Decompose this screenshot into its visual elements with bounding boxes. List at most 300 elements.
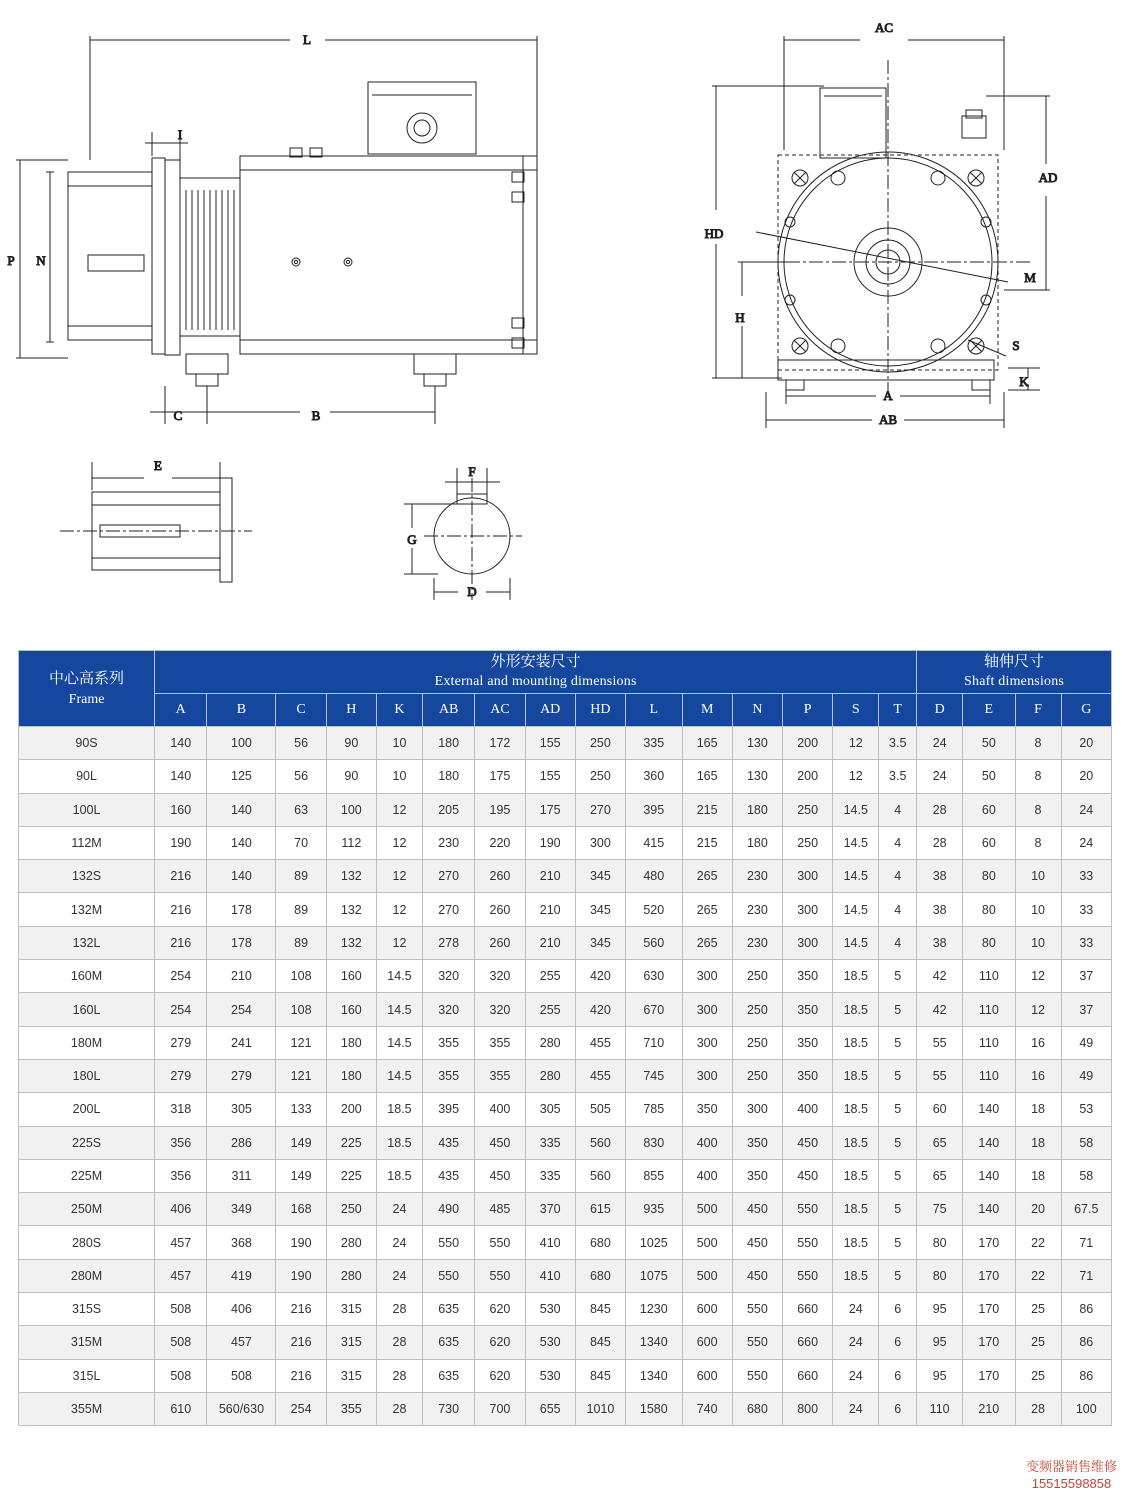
cell-D: 24 — [917, 760, 963, 793]
frame-cell: 315S — [19, 1293, 155, 1326]
cell-AC: 175 — [475, 760, 525, 793]
table-header-columns — [19, 694, 1112, 727]
cell-K: 12 — [376, 926, 422, 959]
cell-P: 350 — [783, 960, 833, 993]
cell-B: 279 — [207, 1059, 276, 1092]
cell-M: 265 — [682, 893, 732, 926]
cell-AD: 655 — [525, 1392, 575, 1425]
cell-K: 14.5 — [376, 1059, 422, 1092]
table-row — [19, 860, 1112, 893]
cell-L: 630 — [626, 960, 683, 993]
cell-G: 67.5 — [1061, 1193, 1111, 1226]
cell-D: 38 — [917, 926, 963, 959]
cell-M: 215 — [682, 793, 732, 826]
cell-B: 241 — [207, 1026, 276, 1059]
label-C: C — [173, 408, 183, 423]
cell-G: 58 — [1061, 1159, 1111, 1192]
col-E: E — [963, 694, 1015, 727]
cell-D: 75 — [917, 1193, 963, 1226]
cell-A: 216 — [155, 893, 207, 926]
cell-C: 133 — [276, 1093, 326, 1126]
cell-N: 250 — [732, 1026, 782, 1059]
frame-cell: 132S — [19, 860, 155, 893]
label-A: A — [883, 388, 893, 403]
cell-AB: 270 — [423, 860, 475, 893]
cell-H: 225 — [326, 1159, 376, 1192]
cell-AD: 335 — [525, 1126, 575, 1159]
cell-HD: 560 — [575, 1159, 625, 1192]
motor-dimension-drawing — [0, 0, 1129, 640]
cell-G: 33 — [1061, 926, 1111, 959]
cell-T: 4 — [879, 893, 917, 926]
cell-P: 660 — [783, 1359, 833, 1392]
cell-K: 14.5 — [376, 1026, 422, 1059]
cell-F: 10 — [1015, 893, 1061, 926]
col-AB: AB — [423, 694, 475, 727]
label-I: I — [177, 127, 183, 142]
col-AC: AC — [475, 694, 525, 727]
cell-E: 170 — [963, 1326, 1015, 1359]
cell-C: 89 — [276, 926, 326, 959]
cell-E: 210 — [963, 1392, 1015, 1425]
frame-cell: 315L — [19, 1359, 155, 1392]
cell-AD: 155 — [525, 760, 575, 793]
cell-AC: 320 — [475, 993, 525, 1026]
cell-AC: 550 — [475, 1259, 525, 1292]
frame-cell: 90L — [19, 760, 155, 793]
cell-A: 356 — [155, 1159, 207, 1192]
cell-S: 14.5 — [833, 826, 879, 859]
cell-G: 49 — [1061, 1026, 1111, 1059]
cell-H: 180 — [326, 1059, 376, 1092]
label-B: B — [311, 408, 321, 423]
cell-S: 14.5 — [833, 793, 879, 826]
frame-cell: 180L — [19, 1059, 155, 1092]
cell-T: 5 — [879, 1059, 917, 1092]
cell-P: 550 — [783, 1193, 833, 1226]
cell-L: 830 — [626, 1126, 683, 1159]
cell-B: 140 — [207, 793, 276, 826]
table-row — [19, 1392, 1112, 1425]
cell-N: 130 — [732, 760, 782, 793]
cell-HD: 300 — [575, 826, 625, 859]
frame-cell: 90S — [19, 727, 155, 760]
label-K: K — [1019, 374, 1029, 389]
cell-L: 745 — [626, 1059, 683, 1092]
label-E: E — [154, 458, 162, 473]
cell-L: 360 — [626, 760, 683, 793]
cell-G: 33 — [1061, 893, 1111, 926]
header-frame-cn: 中心高系列 — [49, 669, 125, 687]
cell-N: 180 — [732, 826, 782, 859]
table-row — [19, 960, 1112, 993]
cell-S: 18.5 — [833, 1026, 879, 1059]
cell-F: 8 — [1015, 727, 1061, 760]
cell-K: 24 — [376, 1226, 422, 1259]
cell-AB: 435 — [423, 1126, 475, 1159]
cell-C: 190 — [276, 1226, 326, 1259]
cell-C: 254 — [276, 1392, 326, 1425]
cell-E: 140 — [963, 1093, 1015, 1126]
cell-A: 160 — [155, 793, 207, 826]
header-external-cn: 外形安装尺寸 — [490, 653, 581, 670]
cell-G: 86 — [1061, 1326, 1111, 1359]
cell-N: 180 — [732, 793, 782, 826]
cell-L: 1075 — [626, 1259, 683, 1292]
cell-HD: 420 — [575, 993, 625, 1026]
cell-AC: 485 — [475, 1193, 525, 1226]
cell-AD: 280 — [525, 1059, 575, 1092]
label-AD: AD — [1038, 170, 1058, 185]
cell-F: 25 — [1015, 1293, 1061, 1326]
cell-T: 5 — [879, 1193, 917, 1226]
cell-H: 315 — [326, 1359, 376, 1392]
cell-K: 28 — [376, 1293, 422, 1326]
cell-A: 216 — [155, 926, 207, 959]
cell-C: 56 — [276, 760, 326, 793]
cell-M: 165 — [682, 760, 732, 793]
cell-E: 80 — [963, 860, 1015, 893]
cell-AB: 490 — [423, 1193, 475, 1226]
cell-T: 5 — [879, 1126, 917, 1159]
cell-F: 10 — [1015, 926, 1061, 959]
cell-M: 165 — [682, 727, 732, 760]
cell-T: 6 — [879, 1359, 917, 1392]
cell-HD: 250 — [575, 727, 625, 760]
cell-L: 520 — [626, 893, 683, 926]
cell-H: 280 — [326, 1259, 376, 1292]
cell-N: 680 — [732, 1392, 782, 1425]
cell-L: 785 — [626, 1093, 683, 1126]
cell-S: 12 — [833, 760, 879, 793]
cell-AB: 635 — [423, 1293, 475, 1326]
cell-A: 279 — [155, 1026, 207, 1059]
col-N: N — [732, 694, 782, 727]
cell-G: 33 — [1061, 860, 1111, 893]
cell-P: 250 — [783, 826, 833, 859]
cell-T: 5 — [879, 1159, 917, 1192]
cell-AD: 210 — [525, 926, 575, 959]
cell-L: 1025 — [626, 1226, 683, 1259]
table-row — [19, 1093, 1112, 1126]
cell-G: 37 — [1061, 993, 1111, 1026]
cell-M: 265 — [682, 860, 732, 893]
cell-P: 660 — [783, 1326, 833, 1359]
cell-H: 280 — [326, 1226, 376, 1259]
cell-C: 121 — [276, 1059, 326, 1092]
cell-D: 38 — [917, 860, 963, 893]
cell-T: 5 — [879, 1026, 917, 1059]
cell-P: 200 — [783, 760, 833, 793]
cell-K: 24 — [376, 1193, 422, 1226]
cell-HD: 505 — [575, 1093, 625, 1126]
cell-C: 56 — [276, 727, 326, 760]
table-row — [19, 926, 1112, 959]
cell-H: 160 — [326, 993, 376, 1026]
cell-L: 1230 — [626, 1293, 683, 1326]
cell-K: 18.5 — [376, 1126, 422, 1159]
cell-B: 406 — [207, 1293, 276, 1326]
table-row — [19, 1159, 1112, 1192]
cell-HD: 680 — [575, 1259, 625, 1292]
cell-M: 265 — [682, 926, 732, 959]
cell-HD: 845 — [575, 1359, 625, 1392]
cell-N: 130 — [732, 727, 782, 760]
label-HD: HD — [704, 226, 724, 241]
cell-S: 18.5 — [833, 1059, 879, 1092]
cell-B: 349 — [207, 1193, 276, 1226]
cell-D: 28 — [917, 826, 963, 859]
cell-K: 14.5 — [376, 993, 422, 1026]
cell-G: 86 — [1061, 1359, 1111, 1392]
col-K: K — [376, 694, 422, 727]
cell-B: 178 — [207, 926, 276, 959]
cell-B: 140 — [207, 860, 276, 893]
cell-A: 254 — [155, 993, 207, 1026]
cell-D: 42 — [917, 960, 963, 993]
cell-A: 356 — [155, 1126, 207, 1159]
frame-cell: 180M — [19, 1026, 155, 1059]
cell-T: 4 — [879, 860, 917, 893]
cell-D: 42 — [917, 993, 963, 1026]
cell-K: 12 — [376, 893, 422, 926]
cell-S: 18.5 — [833, 993, 879, 1026]
label-N: N — [36, 253, 46, 268]
watermark-line2: 15515598858 — [1031, 1476, 1112, 1491]
cell-F: 8 — [1015, 760, 1061, 793]
cell-E: 170 — [963, 1293, 1015, 1326]
cell-C: 89 — [276, 893, 326, 926]
cell-AC: 355 — [475, 1059, 525, 1092]
cell-N: 350 — [732, 1159, 782, 1192]
cell-H: 112 — [326, 826, 376, 859]
cell-H: 90 — [326, 727, 376, 760]
cell-AD: 155 — [525, 727, 575, 760]
table-row — [19, 1059, 1112, 1092]
cell-HD: 845 — [575, 1293, 625, 1326]
table-row — [19, 1026, 1112, 1059]
cell-AC: 355 — [475, 1026, 525, 1059]
cell-F: 22 — [1015, 1226, 1061, 1259]
cell-E: 140 — [963, 1193, 1015, 1226]
cell-L: 560 — [626, 926, 683, 959]
cell-D: 24 — [917, 727, 963, 760]
cell-HD: 345 — [575, 926, 625, 959]
table-row — [19, 760, 1112, 793]
dimensions-table-container — [18, 650, 1112, 1426]
cell-AD: 255 — [525, 993, 575, 1026]
col-HD: HD — [575, 694, 625, 727]
cell-S: 18.5 — [833, 1193, 879, 1226]
cell-E: 110 — [963, 1059, 1015, 1092]
cell-M: 300 — [682, 960, 732, 993]
cell-K: 28 — [376, 1392, 422, 1425]
cell-T: 5 — [879, 960, 917, 993]
label-D: D — [467, 584, 477, 599]
frame-cell: 112M — [19, 826, 155, 859]
cell-E: 60 — [963, 826, 1015, 859]
cell-T: 5 — [879, 1259, 917, 1292]
cell-N: 250 — [732, 1059, 782, 1092]
cell-F: 28 — [1015, 1392, 1061, 1425]
cell-E: 110 — [963, 960, 1015, 993]
cell-G: 20 — [1061, 760, 1111, 793]
col-H: H — [326, 694, 376, 727]
cell-D: 80 — [917, 1226, 963, 1259]
cell-H: 225 — [326, 1126, 376, 1159]
cell-B: 311 — [207, 1159, 276, 1192]
cell-S: 18.5 — [833, 1126, 879, 1159]
cell-A: 140 — [155, 760, 207, 793]
cell-AC: 320 — [475, 960, 525, 993]
cell-F: 12 — [1015, 993, 1061, 1026]
table-header-groups — [19, 651, 1112, 694]
cell-F: 16 — [1015, 1026, 1061, 1059]
cell-G: 24 — [1061, 793, 1111, 826]
cell-N: 230 — [732, 926, 782, 959]
cell-HD: 345 — [575, 893, 625, 926]
cell-A: 508 — [155, 1359, 207, 1392]
cell-N: 230 — [732, 893, 782, 926]
cell-A: 508 — [155, 1326, 207, 1359]
col-B: B — [207, 694, 276, 727]
cell-C: 149 — [276, 1126, 326, 1159]
cell-M: 500 — [682, 1193, 732, 1226]
cell-S: 18.5 — [833, 1159, 879, 1192]
cell-G: 37 — [1061, 960, 1111, 993]
table-row — [19, 893, 1112, 926]
cell-P: 800 — [783, 1392, 833, 1425]
cell-A: 457 — [155, 1259, 207, 1292]
cell-E: 80 — [963, 893, 1015, 926]
col-M: M — [682, 694, 732, 727]
frame-cell: 250M — [19, 1193, 155, 1226]
cell-N: 550 — [732, 1293, 782, 1326]
watermark-line1: 变频器销售维修 — [1025, 1459, 1117, 1474]
cell-AD: 530 — [525, 1359, 575, 1392]
cell-C: 89 — [276, 860, 326, 893]
label-S: S — [1012, 338, 1020, 353]
cell-T: 3.5 — [879, 760, 917, 793]
cell-S: 14.5 — [833, 893, 879, 926]
col-D: D — [917, 694, 963, 727]
cell-AB: 180 — [423, 760, 475, 793]
cell-E: 110 — [963, 993, 1015, 1026]
cell-AB: 180 — [423, 727, 475, 760]
cell-AC: 450 — [475, 1126, 525, 1159]
cell-AC: 450 — [475, 1159, 525, 1192]
cell-L: 395 — [626, 793, 683, 826]
table-row — [19, 727, 1112, 760]
cell-H: 132 — [326, 860, 376, 893]
cell-M: 300 — [682, 1059, 732, 1092]
cell-P: 350 — [783, 1026, 833, 1059]
dimensions-table — [18, 650, 1112, 1426]
cell-N: 230 — [732, 860, 782, 893]
cell-HD: 250 — [575, 760, 625, 793]
table-body — [19, 727, 1112, 1426]
cell-C: 108 — [276, 960, 326, 993]
cell-K: 18.5 — [376, 1093, 422, 1126]
cell-AC: 260 — [475, 860, 525, 893]
cell-F: 8 — [1015, 793, 1061, 826]
cell-HD: 455 — [575, 1059, 625, 1092]
cell-AB: 270 — [423, 893, 475, 926]
cell-F: 18 — [1015, 1126, 1061, 1159]
label-F: F — [468, 464, 476, 479]
cell-S: 24 — [833, 1326, 879, 1359]
cell-K: 12 — [376, 793, 422, 826]
cell-L: 670 — [626, 993, 683, 1026]
cell-G: 71 — [1061, 1226, 1111, 1259]
cell-T: 6 — [879, 1392, 917, 1425]
cell-B: 368 — [207, 1226, 276, 1259]
cell-H: 100 — [326, 793, 376, 826]
cell-AC: 400 — [475, 1093, 525, 1126]
cell-F: 22 — [1015, 1259, 1061, 1292]
cell-A: 406 — [155, 1193, 207, 1226]
header-frame — [19, 651, 155, 727]
cell-C: 70 — [276, 826, 326, 859]
cell-N: 550 — [732, 1326, 782, 1359]
cell-M: 600 — [682, 1293, 732, 1326]
col-F: F — [1015, 694, 1061, 727]
label-M: M — [1024, 270, 1036, 285]
cell-P: 350 — [783, 993, 833, 1026]
cell-G: 24 — [1061, 826, 1111, 859]
cell-H: 250 — [326, 1193, 376, 1226]
cell-L: 710 — [626, 1026, 683, 1059]
cell-P: 300 — [783, 860, 833, 893]
cell-S: 14.5 — [833, 926, 879, 959]
cell-HD: 345 — [575, 860, 625, 893]
cell-AC: 260 — [475, 926, 525, 959]
cell-B: 100 — [207, 727, 276, 760]
cell-AD: 280 — [525, 1026, 575, 1059]
frame-cell: 100L — [19, 793, 155, 826]
col-L: L — [626, 694, 683, 727]
cell-B: 457 — [207, 1326, 276, 1359]
cell-N: 350 — [732, 1126, 782, 1159]
cell-B: 125 — [207, 760, 276, 793]
cell-E: 170 — [963, 1259, 1015, 1292]
cell-K: 14.5 — [376, 960, 422, 993]
cell-L: 1340 — [626, 1359, 683, 1392]
cell-S: 18.5 — [833, 1226, 879, 1259]
cell-E: 140 — [963, 1126, 1015, 1159]
frame-cell: 280S — [19, 1226, 155, 1259]
cell-F: 25 — [1015, 1359, 1061, 1392]
cell-S: 18.5 — [833, 1259, 879, 1292]
cell-G: 20 — [1061, 727, 1111, 760]
cell-AD: 530 — [525, 1293, 575, 1326]
cell-B: 254 — [207, 993, 276, 1026]
cell-T: 4 — [879, 793, 917, 826]
cell-H: 315 — [326, 1293, 376, 1326]
cell-A: 318 — [155, 1093, 207, 1126]
cell-M: 400 — [682, 1159, 732, 1192]
table-row — [19, 1193, 1112, 1226]
cell-N: 250 — [732, 960, 782, 993]
table-row — [19, 1359, 1112, 1392]
cell-K: 10 — [376, 727, 422, 760]
cell-B: 140 — [207, 826, 276, 859]
cell-M: 300 — [682, 1026, 732, 1059]
cell-B: 210 — [207, 960, 276, 993]
watermark — [1026, 1458, 1117, 1492]
cell-K: 28 — [376, 1326, 422, 1359]
cell-H: 200 — [326, 1093, 376, 1126]
